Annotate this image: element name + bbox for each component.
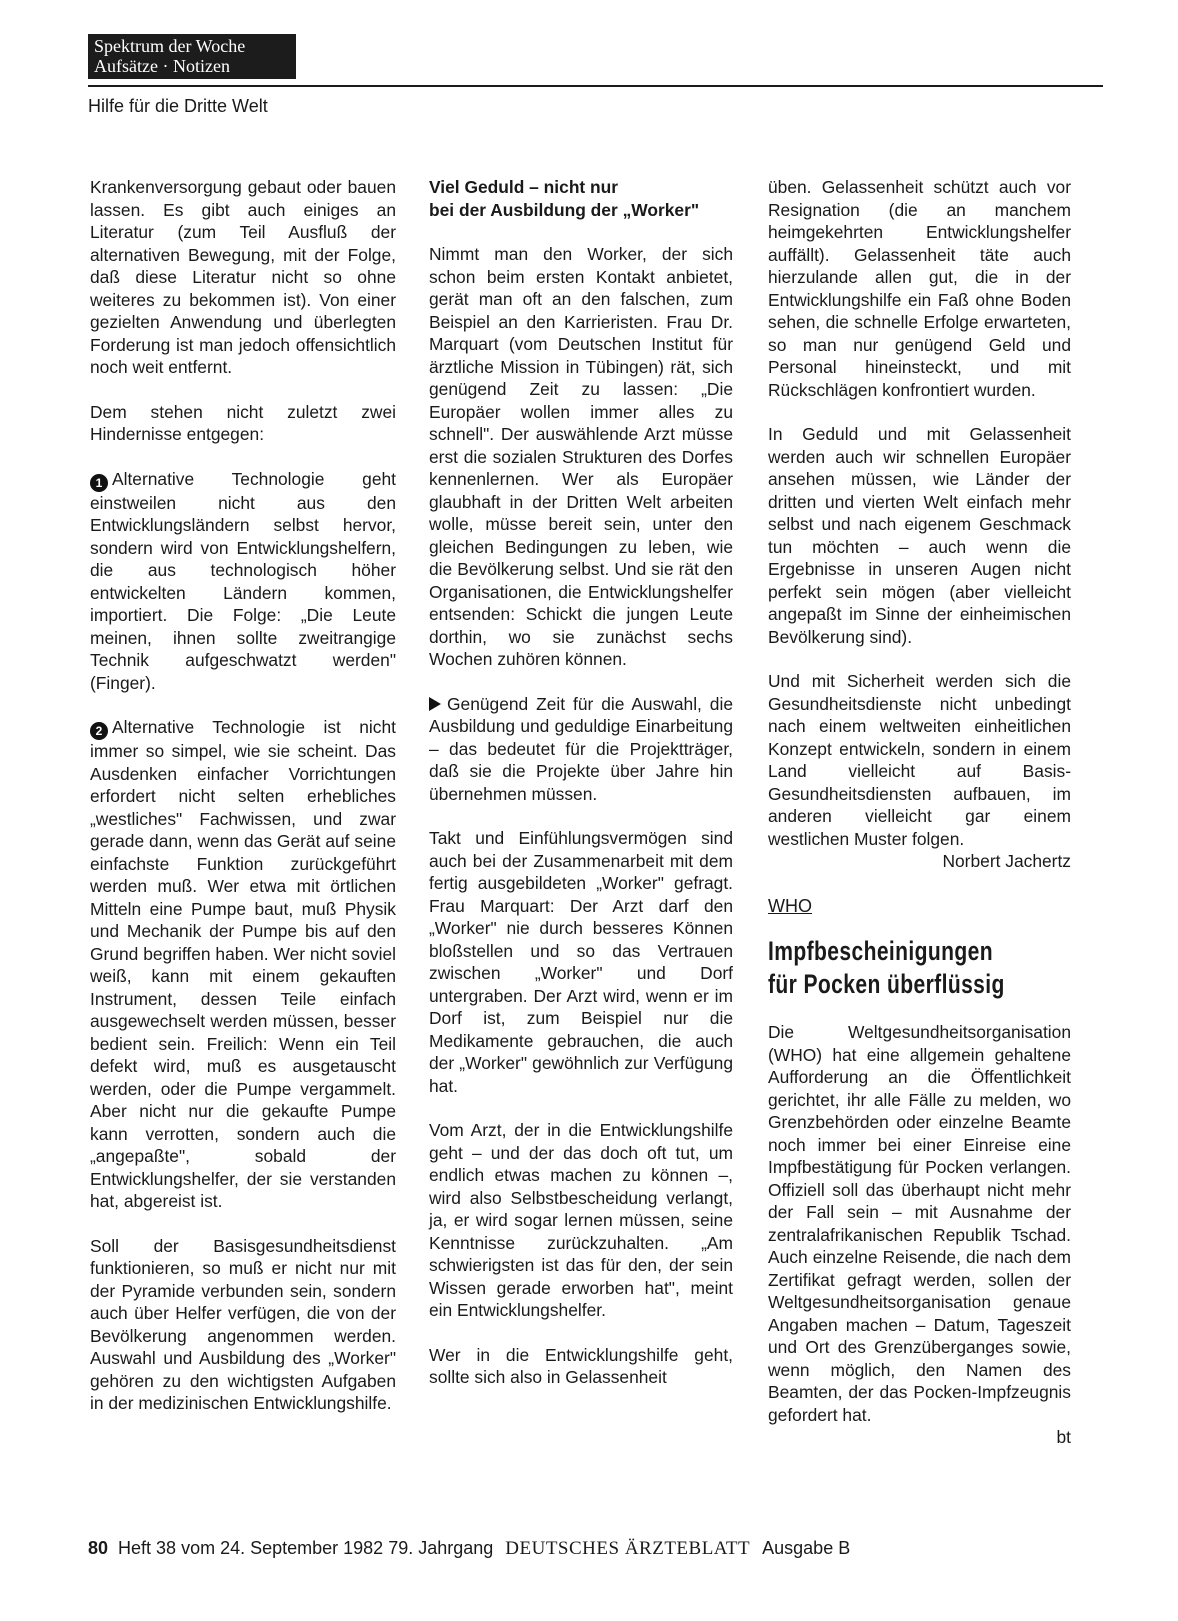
paragraph: Wer in die Entwicklungshilfe geht, sollte sich also in Gelassenheit xyxy=(429,1344,733,1387)
column-2 xyxy=(429,176,733,1389)
paragraph-text: Alternative Technologie geht einstweilen nicht aus den Entwicklungsländern selbst hervor, sondern wird von Entwicklungshelfern, die aus technologisch höher entwickelten Ländern kommen, importiert. Die Folge: „Die Leute meinen, ihnen sollte zweitrangige Technik aufgeschwatzt werden" (Finger). xyxy=(90,468,396,693)
kicker: WHO xyxy=(768,895,812,916)
signature-line xyxy=(768,1426,1071,1449)
paragraph: Takt und Einfühlungsvermögen sind auch bei der Zusammenarbeit mit dem fertig ausgebildeten „Worker" gefragt. Frau Marquart: Der Arzt darf den „Worker" nie durch besseres Können bloßstellen und so das Vertrauen zwischen „Worker" und Dorf untergraben. Der Arzt wird, wenn er im Dorf ist, zum Beispiel nur die Medikamente gebrauchen, die auch der „Worker" gewöhnlich zur Verfügung hat. xyxy=(429,828,733,1096)
paragraph xyxy=(90,468,396,695)
paragraph: Dem stehen nicht zuletzt zwei Hindernisse entgegen: xyxy=(90,401,396,444)
section-label xyxy=(88,34,296,79)
headline xyxy=(768,935,1064,1001)
number-one-icon: 1 xyxy=(90,474,108,492)
author-name: Norbert Jachertz xyxy=(942,851,1071,871)
paragraph: Krankenversorgung gebaut oder bauen lassen. Es gibt auch einiges an Literatur (zum Teil Ausfluß der alternativen Bewegung, mit der Folge, daß diese Literatur nicht so ohne weiteres zu bekommen ist). Von einer gezielten Anwendung und überlegten Forderung ist man jedoch offensichtlich noch weit entfernt. xyxy=(90,177,396,377)
paragraph: In Geduld und mit Gelassenheit werden auch wir schnellen Europäer ansehen müssen, wie Länder der dritten und vierten Welt einfach mehr selbst und nach eigenem Geschmack tun möchten – auch wenn die Ergebnisse in unseren Augen nicht perfekt sein mögen (aber vielleicht angepaßt im Sinne der einheimischen Bevölkerung sind). xyxy=(768,424,1071,647)
paragraph-text: Und mit Sicherheit werden sich die Gesundheitsdienste nicht unbedingt nach einem weltweiten einheitlichen Konzept entwickeln, sondern in einem Land vielleicht auf Basis-Gesundheitsdiensten aufbauen, im anderen vielleicht gar einem westlichen Muster folgen. xyxy=(768,671,1071,849)
headline-line1: Impfbescheinigungen xyxy=(768,936,994,966)
page-number: 80 xyxy=(88,1538,109,1558)
paragraph: Die Weltgesundheitsorganisation (WHO) hat eine allgemein gehaltene Aufforderung an die Öffentlichkeit gerichtet, ihr alle Fälle zu melden, wo Grenzbehörden oder einzelne Beamte noch immer bei einer Einreise eine Impfbestätigung für Pocken verlangen. Offiziell soll das überhaupt nicht mehr der Fall sein – mit Ausnahme der zentralafrikanischen Republik Tschad. Auch einzelne Reisende, die nach dem Zertifikat gefragt werden, sollen der Weltgesundheitsorganisation genaue Angaben machen – Datum, Tageszeit und Ort des Grenzüberganges sowie, wenn möglich, den Namen des Beamten, der das Pocken-Impfzeugnis gefordert hat. xyxy=(768,1022,1071,1425)
author-line xyxy=(768,850,1071,873)
paragraph xyxy=(90,716,396,1213)
triangle-bullet-icon xyxy=(429,697,441,711)
column-3 xyxy=(768,176,1071,1449)
headline-line2: für Pocken überflüssig xyxy=(768,969,1005,999)
paragraph xyxy=(768,670,1071,850)
subheading xyxy=(429,176,733,221)
issue-info: Heft 38 vom 24. September 1982 79. Jahrgang xyxy=(118,1538,494,1558)
section-label-line2: Aufsätze · Notizen xyxy=(94,56,230,76)
section-label-line1: Spektrum der Woche xyxy=(94,36,246,56)
subheading-line2: bei der Ausbildung der „Worker" xyxy=(429,199,700,220)
paragraph xyxy=(429,693,733,806)
masthead: DEUTSCHES ÄRZTEBLATT xyxy=(505,1538,751,1559)
paragraph: Nimmt man den Worker, der sich schon beim ersten Kontakt anbietet, gerät man oft an den falschen, zum Beispiel an den Karrieristen. Frau Dr. Marquart (vom Deutschen Institut für ärztliche Mission in Tübingen) rät, sich genügend Zeit zu lassen: „Die Europäer wollen immer alles zu schnell". Der auswählende Arzt müsse erst die sozialen Strukturen des Dorfes kennenlernen. Wer als Europäer glaubhaft in der Dritten Welt arbeiten wolle, müsse bereit sein, unter den gleichen Bedingungen zu leben, wie die Bevölkerung selbst. Und sie rät den Organisationen, die Entwicklungshelfer entsenden: Schickt die jungen Leute dorthin, wo sie zunächst sechs Wochen zuhören können. xyxy=(429,244,733,669)
page-subtitle: Hilfe für die Dritte Welt xyxy=(88,96,268,116)
header-rule xyxy=(88,85,1103,87)
paragraph-text: Alternative Technologie ist nicht immer so simpel, wie sie scheint. Das Ausdenken einfacher Vorrichtungen erfordert nicht selten erhebliches „westliches" Fachwissen, und zwar gerade dann, wenn das Gerät auf seine einfachste Funktion zurückgeführt werden muß. Wer etwa mit örtlichen Mitteln eine Pumpe baut, muß Physik und Mechanik der Pumpe bis auf den Grund begriffen haben. Wer nicht soviel weiß, kann mit einem gekauften Instrument, dessen Teile einfach ausgewechselt werden müssen, besser bedient sein. Freilich: Wenn ein Teil defekt wird, muß es ausgetauscht werden, oder die Pumpe vergammelt. Aber nicht nur die gekaufte Pumpe kann verrotten, sondern auch die „angepaßte", sobald der Entwicklungshelfer, der sie verstanden hat, abgereist ist. xyxy=(90,717,396,1211)
paragraph: Vom Arzt, der in die Entwicklungshilfe geht – und der das doch oft tut, um endlich etwas machen zu können –, wird also Selbstbescheidung verlangt, ja, er wird sogar lernen müssen, seine Kenntnisse zurückzuhalten. „Am schwierigsten ist das für den, der sein Wissen gerade erworben hat", meint ein Entwicklungshelfer. xyxy=(429,1120,733,1320)
signature: bt xyxy=(1056,1427,1071,1447)
edition: Ausgabe B xyxy=(762,1538,851,1558)
number-two-icon: 2 xyxy=(90,722,108,740)
paragraph-text: Genügend Zeit für die Auswahl, die Ausbildung und geduldige Einarbeitung – das bedeutet für die Projektträger, daß sie die Projekte über Jahre hin übernehmen müssen. xyxy=(429,693,733,804)
subheading-line1: Viel Geduld – nicht nur xyxy=(429,177,619,197)
footer xyxy=(88,1538,850,1560)
paragraph: Soll der Basisgesundheitsdienst funktionieren, so muß er nicht nur mit der Pyramide verbunden sein, sondern auch über Helfer verfügen, die von der Bevölkerung angenommen werden. Auswahl und Ausbildung des „Worker" gehören zu den wichtigsten Aufgaben in der medizinischen Entwicklungshilfe. xyxy=(90,1235,396,1413)
column-1 xyxy=(90,176,396,1415)
paragraph: üben. Gelassenheit schützt auch vor Resignation (die an manchem heimgekehrten Entwicklungshelfer auffällt). Gelassenheit täte auch hierzulande allen gut, die in der Entwicklungshilfe ein Faß ohne Boden sehen, die schnelle Erfolge erwarteten, so man nur genügend Geld und Personal hineinsteckt, und mit Rückschlägen konfrontiert wurden. xyxy=(768,177,1071,400)
